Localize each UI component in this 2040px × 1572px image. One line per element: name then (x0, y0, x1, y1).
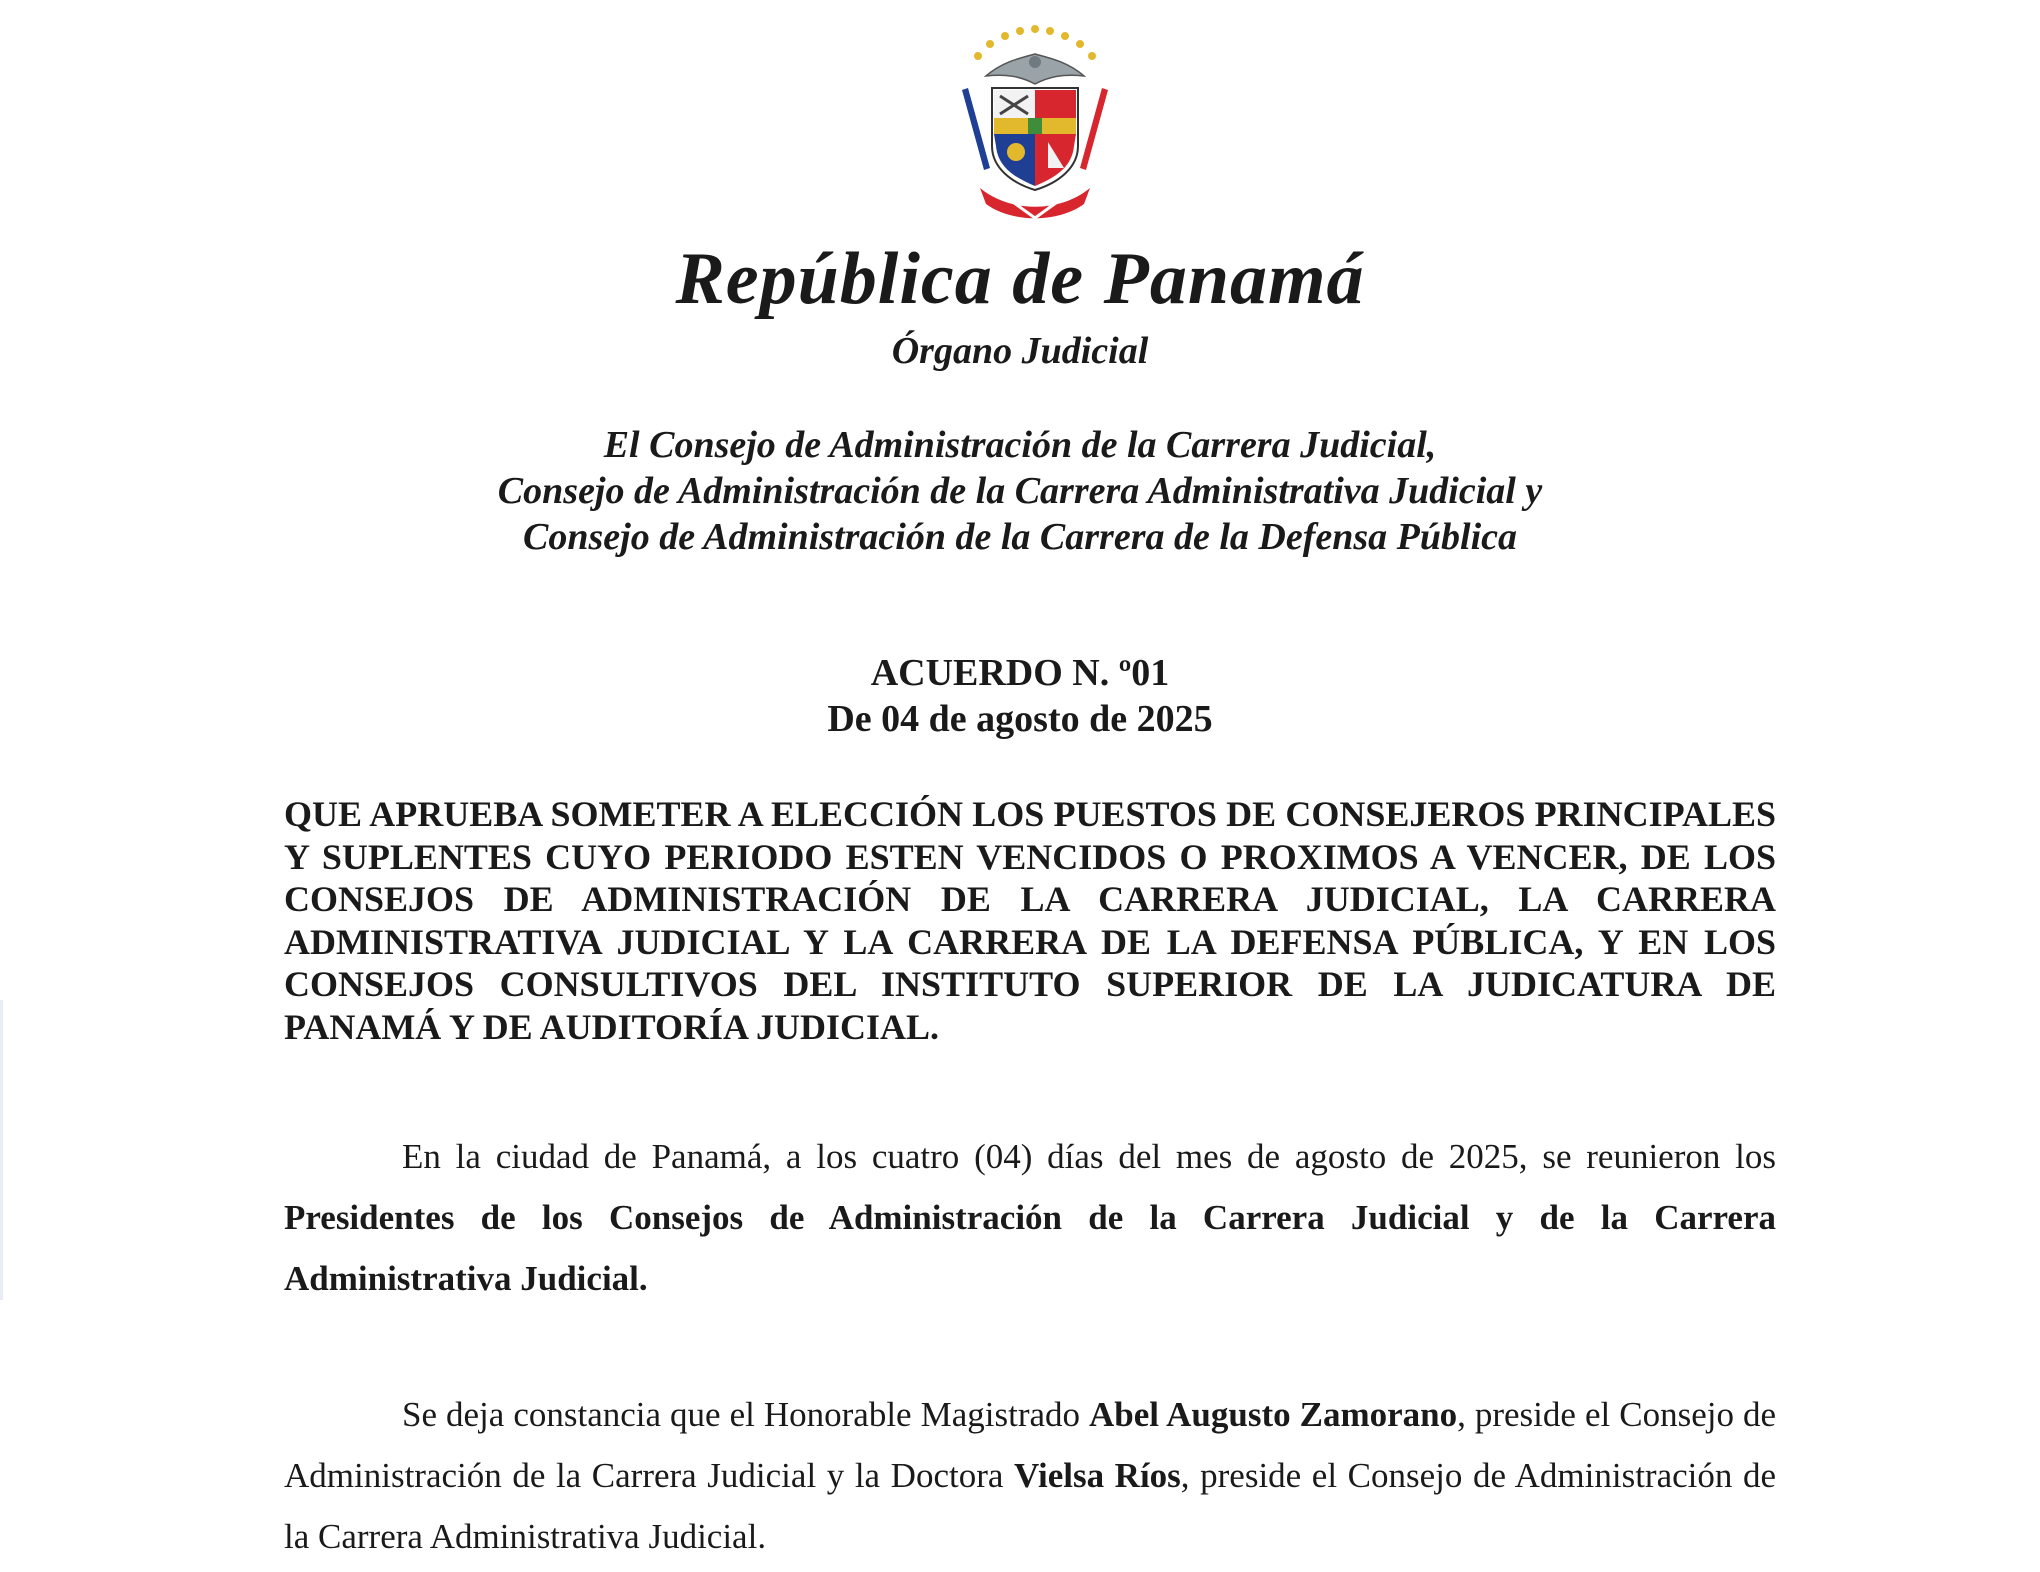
country-title: República de Panamá (675, 238, 1365, 320)
panama-coat-of-arms-icon (950, 18, 1120, 228)
acuerdo-number: ACUERDO N. º01 (870, 652, 1170, 694)
paragraph-meeting (284, 1126, 1776, 1309)
acuerdo-subject: QUE APRUEBA SOMETER A ELECCIÓN LOS PUESTOS DE CONSEJEROS PRINCIPALES Y SUPLENTES CUYO PERIODO ESTEN VENCIDOS O PROXIMOS A VENCER, DE LOS CONSEJOS DE ADMINISTRACIÓN DE LA CARRERA JUDICIAL, LA CARRERA ADMINISTRATIVA JUDICIAL Y LA CARRERA DE LA DEFENSA PÚBLICA, Y EN LOS CONSEJOS CONSULTIVOS DEL INSTITUTO SUPERIOR DE LA JUDICATURA DE PANAMÁ Y DE AUDITORÍA JUDICIAL. (284, 794, 1776, 1047)
paragraph-text: , preside el Consejo de Administración de la Carrera Judicial y la Doctora (284, 1395, 1776, 1495)
paragraph-text: En la ciudad de Panamá, a los cuatro (04) días del mes de agosto de 2025, se reunieron los (402, 1137, 1776, 1176)
paragraph-presidents (284, 1384, 1776, 1567)
acuerdo-date: De 04 de agosto de 2025 (827, 698, 1213, 740)
councils-heading (0, 422, 2040, 560)
organ-title: Órgano Judicial (891, 330, 1149, 372)
paragraph-text: Se deja constancia que el Honorable Magistrado (402, 1395, 1090, 1434)
council-line: Consejo de Administración de la Carrera Administrativa Judicial y (497, 470, 1543, 512)
doctor-name: Vielsa Ríos (1014, 1456, 1181, 1495)
acuerdo-heading (0, 650, 2040, 742)
paragraph-text: , preside el Consejo de Administración de la Carrera Administrativa Judicial. (284, 1456, 1777, 1556)
paragraph-bold-text: Presidentes de los Consejos de Administración de la Carrera Judicial y de la Carrera Administrativa Judicial. (284, 1198, 1776, 1298)
magistrate-name: Abel Augusto Zamorano (1089, 1395, 1458, 1434)
council-line: Consejo de Administración de la Carrera de la Defensa Pública (523, 516, 1517, 558)
council-line: El Consejo de Administración de la Carrera Judicial, (603, 424, 1437, 466)
scan-edge-mark (0, 1000, 3, 1300)
